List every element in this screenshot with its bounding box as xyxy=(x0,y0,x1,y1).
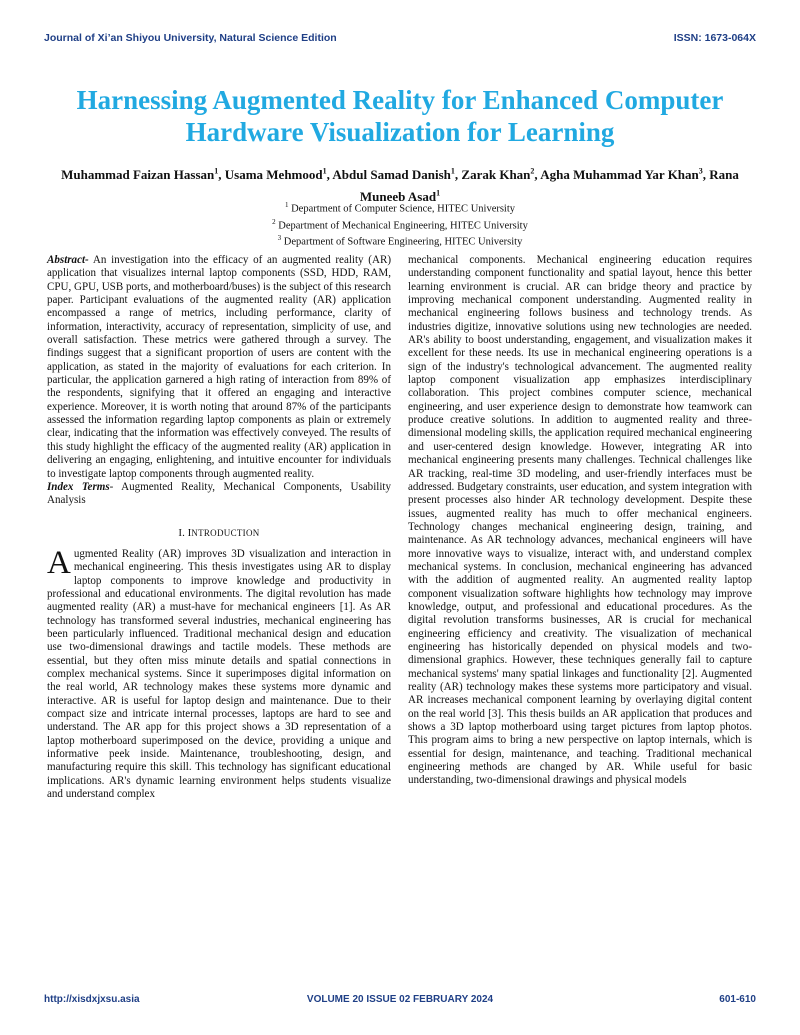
affiliation: $^2$ Department of Mechanical Engineering, HITEC University xyxy=(272,217,528,231)
issn: ISSN: 1673-064X xyxy=(673,32,756,44)
section-heading-introduction: I. INTRODUCTION xyxy=(178,526,260,539)
affiliation-list xyxy=(0,199,800,249)
introduction-paragraph xyxy=(47,544,391,802)
affiliation: $^1$ Department of Computer Science, HITEC University xyxy=(284,201,516,215)
right-column xyxy=(408,254,752,788)
journal-name: Journal of Xi’an Shiyou University, Natural Science Edition xyxy=(44,32,337,44)
author: Usama Mehmood$^1$, xyxy=(224,167,333,183)
footer-url: http://xisdxjxsu.asia xyxy=(44,994,140,1005)
abstract-text: An investigation into the efficacy of an augmented reality (AR) application that visualizes internal laptop components (SSD, HDD, RAM, CPU, GPU, USB ports, and motherboard/buses) is the subject of this research paper. Participant evaluations of the augmented reality (AR) application encompassed a range of metrics, including performance, clarity of information, interactivity, accuracy of representation, simplicity of use, and overall satisfaction. These metrics were gathered through a survey. The findings suggest that a significant proportion of users are content with the application, as stated in the majority of evaluations for each criterion. In particular, the application garnered a high rating of interaction from 89% of the respondents, signifying that it offered an engaging and interactive experience. Moreover, it is worth noting that around 87% of the participants assessed the information regarding laptop components as plain or extremely clear, indicating that the information was effectively conveyed. The results of this study highlight the efficacy of the augmented reality (AR) application in delivering an engaging, enlightening, and intuitive encounter for individuals to investigate laptop components through augmented reality. xyxy=(47,254,392,480)
index-terms xyxy=(47,481,391,508)
paper-title: Harnessing Augmented Reality for Enhanced Computer Hardware Visualization for Learning xyxy=(76,85,724,147)
author: Muhammad Faizan Hassan$^1$, xyxy=(61,167,225,183)
drop-cap: A xyxy=(47,544,71,581)
index-terms-label: Index Terms xyxy=(47,480,110,493)
index-terms-text: - Augmented Reality, Mechanical Components, Usability Analysis xyxy=(47,480,391,507)
footer-pages: 601-610 xyxy=(719,994,756,1005)
body-paragraph: mechanical components. Mechanical engineering education requires understanding component functionality and spatial layout, hence this better learning environment is crucial. AR can bridge theory and practice by improving mechanical component understanding. Augmented reality in mechanical engineering follows business and technology trends. As industries digitize, innovative solutions using new technologies are needed. AR's ability to boost understanding, engagement, and visualization makes it excellent for these needs. Its use in mechanical engineering operations is a sign of the industry's technological advancement. The augmented reality laptop component visualization app emphasizes interdisciplinary collaboration. This project combines computer science, mechanical engineering, and user experience design to demonstrate how teamwork can produce creative solutions. In addition to augmented reality and three-dimensional modeling skills, the application required mechanical engineering and user-centered design knowledge. However, integrating AR into mechanical engineering presents many challenges. Technical challenges like AR tracking, real-time 3D modeling, and user-friendly interfaces must be addressed. Budgetary constraints, user education, and system integration with present processes also hinder AR technology development. Despite these issues, augmented reality has much to offer mechanical engineers. Technology changes mechanical engineering design, training, and maintenance. As AR technology advances, mechanical engineers will have more innovative ways to visualize, interact with, and understand complex mechanical systems. In conclusion, mechanical engineering has advanced with the addition of augmented reality. An augmented reality laptop component visualization software highlights how technology may improve knowledge, output, and professional and educational procedures. As the digital revolution transforms businesses, AR is crucial for mechanical engineering efficiency and creativity. The visualization of mechanical engineering has historically depended on physical models and two-dimensional graphics. However, these techniques generally fail to capture mechanical systems' many spatial linkages and functionality [2]. Augmented reality (AR) technology makes these systems more participatory and visual. AR increases mechanical component learning by overlaying digital content on the real world [3]. This thesis builds an AR application that produces and shows a 3D laptop motherboard using target pictures from laptop photos. This program aims to bring a new perspective on laptop internals, which is essential for design, maintenance, and teaching. Traditional mechanical engineering methods are changed by AR. While useful for basic understanding, two-dimensional drawings and physical models xyxy=(408,254,752,787)
footer-volume: VOLUME 20 ISSUE 02 FEBRUARY 2024 xyxy=(306,994,494,1005)
introduction-text: ugmented Reality (AR) improves 3D visualization and interaction in mechanical engineering. This thesis investigates using AR to display laptop components to improve knowledge and productivity in professional and educational environments. The digital revolution has made augmented reality (AR) a must-have for mechanical engineers [1]. As AR technology has transformed several industries, mechanical engineering has been particularly influenced. Traditional mechanical design and education use two-dimensional drawings and tactile models. These methods are essential, but they often miss minute details and spatial connections in complex mechanical systems. Since it superimposes digital information on the real world, AR technology makes these systems more dynamic and interactive. AR is useful for laptop design and maintenance. Due to their compact size and intricate internal processes, laptops are hard to see and understand. The AR app for this project shows a 3D representation of a laptop motherboard superimposed on the device, providing a unique and informative peek inside. Maintenance, troubleshooting, design, and manufacturing require this skill. This technology has significant educational implications. AR's dynamic learning environment helps students visualize and understand complex xyxy=(47,547,391,801)
abstract-label: Abstract- xyxy=(47,254,89,266)
abstract xyxy=(47,254,391,481)
author: Rana Muneeb Asad$^1$ xyxy=(359,167,739,204)
author: Abdul Samad Danish$^1$, xyxy=(332,167,462,183)
author: Agha Muhammad Yar Khan$^3$, xyxy=(540,167,710,183)
author: Zarak Khan$^2$, xyxy=(461,167,541,183)
left-column xyxy=(47,254,391,801)
affiliation: $^3$ Department of Software Engineering, HITEC University xyxy=(277,234,523,248)
